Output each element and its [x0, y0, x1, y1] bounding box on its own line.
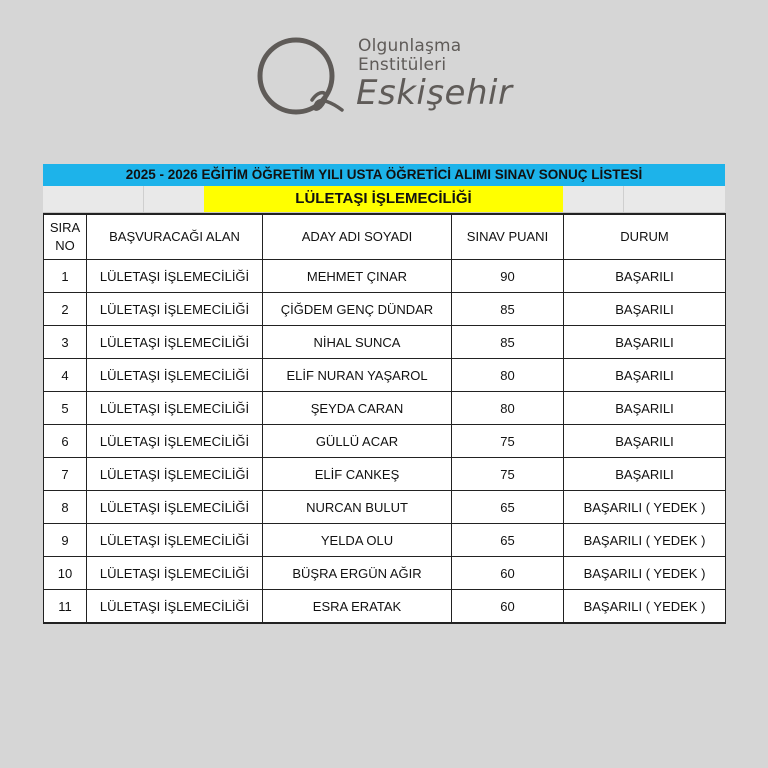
row-number-cell: 9	[44, 524, 87, 557]
field-cell: LÜLETAŞI İŞLEMECİLİĞİ	[87, 524, 263, 557]
header-basvuracagi-alan: BAŞVURACAĞI ALAN	[87, 214, 263, 260]
field-cell: LÜLETAŞI İŞLEMECİLİĞİ	[87, 392, 263, 425]
grid-line	[623, 186, 624, 212]
row-number-cell: 2	[44, 293, 87, 326]
q-ring-logo-icon	[254, 34, 354, 124]
field-cell: LÜLETAŞI İŞLEMECİLİĞİ	[87, 260, 263, 293]
candidate-name-cell: GÜLLÜ ACAR	[263, 425, 452, 458]
table-row	[44, 425, 726, 458]
candidate-name-cell: ELİF CANKEŞ	[263, 458, 452, 491]
institution-logo	[254, 34, 534, 124]
logo-text-line2: Enstitüleri	[358, 55, 447, 75]
logo-text-line1: Olgunlaşma	[358, 36, 462, 56]
field-cell: LÜLETAŞI İŞLEMECİLİĞİ	[87, 557, 263, 590]
table-row	[44, 590, 726, 624]
table-row	[44, 458, 726, 491]
header-aday-adi-soyadi: ADAY ADI SOYADI	[263, 214, 452, 260]
exam-score-cell: 60	[452, 557, 564, 590]
row-number-cell: 5	[44, 392, 87, 425]
table-row	[44, 524, 726, 557]
status-cell: BAŞARILI	[564, 260, 726, 293]
sheet-title: 2025 - 2026 EĞİTİM ÖĞRETİM YILI USTA ÖĞRETİCİ ALIMI SINAV SONUÇ LİSTESİ	[43, 164, 725, 186]
exam-score-cell: 75	[452, 425, 564, 458]
sheet-subtitle: LÜLETAŞI İŞLEMECİLİĞİ	[204, 186, 563, 212]
grid-line	[143, 186, 144, 212]
status-cell: BAŞARILI	[564, 392, 726, 425]
table-row	[44, 392, 726, 425]
candidate-name-cell: ESRA ERATAK	[263, 590, 452, 624]
candidate-name-cell: NİHAL SUNCA	[263, 326, 452, 359]
field-cell: LÜLETAŞI İŞLEMECİLİĞİ	[87, 491, 263, 524]
candidate-name-cell: ŞEYDA CARAN	[263, 392, 452, 425]
header-sinav-puani: SINAV PUANI	[452, 214, 564, 260]
candidate-name-cell: ELİF NURAN YAŞAROL	[263, 359, 452, 392]
table-header-row	[44, 214, 726, 260]
field-cell: LÜLETAŞI İŞLEMECİLİĞİ	[87, 425, 263, 458]
exam-score-cell: 85	[452, 293, 564, 326]
field-cell: LÜLETAŞI İŞLEMECİLİĞİ	[87, 590, 263, 624]
field-cell: LÜLETAŞI İŞLEMECİLİĞİ	[87, 326, 263, 359]
row-number-cell: 11	[44, 590, 87, 624]
row-number-cell: 8	[44, 491, 87, 524]
status-cell: BAŞARILI ( YEDEK )	[564, 557, 726, 590]
exam-score-cell: 65	[452, 524, 564, 557]
candidate-name-cell: YELDA OLU	[263, 524, 452, 557]
exam-score-cell: 80	[452, 359, 564, 392]
table-row	[44, 491, 726, 524]
status-cell: BAŞARILI ( YEDEK )	[564, 524, 726, 557]
row-number-cell: 1	[44, 260, 87, 293]
field-cell: LÜLETAŞI İŞLEMECİLİĞİ	[87, 293, 263, 326]
row-number-cell: 4	[44, 359, 87, 392]
row-number-cell: 10	[44, 557, 87, 590]
status-cell: BAŞARILI	[564, 293, 726, 326]
status-cell: BAŞARILI	[564, 425, 726, 458]
row-number-cell: 6	[44, 425, 87, 458]
header-sira-no: SIRA NO	[44, 214, 87, 260]
exam-score-cell: 85	[452, 326, 564, 359]
candidate-name-cell: MEHMET ÇINAR	[263, 260, 452, 293]
row-number-cell: 3	[44, 326, 87, 359]
table-row	[44, 293, 726, 326]
status-cell: BAŞARILI ( YEDEK )	[564, 590, 726, 624]
status-cell: BAŞARILI	[564, 326, 726, 359]
candidate-name-cell: ÇİĞDEM GENÇ DÜNDAR	[263, 293, 452, 326]
candidate-name-cell: NURCAN BULUT	[263, 491, 452, 524]
header-durum: DURUM	[564, 214, 726, 260]
field-cell: LÜLETAŞI İŞLEMECİLİĞİ	[87, 359, 263, 392]
field-cell: LÜLETAŞI İŞLEMECİLİĞİ	[87, 458, 263, 491]
status-cell: BAŞARILI	[564, 458, 726, 491]
exam-score-cell: 65	[452, 491, 564, 524]
logo-city-name: Eskişehir	[356, 73, 513, 113]
status-cell: BAŞARILI ( YEDEK )	[564, 491, 726, 524]
table-row	[44, 557, 726, 590]
exam-score-cell: 60	[452, 590, 564, 624]
exam-score-cell: 80	[452, 392, 564, 425]
row-number-cell: 7	[44, 458, 87, 491]
exam-score-cell: 90	[452, 260, 564, 293]
candidate-name-cell: BÜŞRA ERGÜN AĞIR	[263, 557, 452, 590]
table-row	[44, 359, 726, 392]
subtitle-row	[43, 186, 725, 213]
status-cell: BAŞARILI	[564, 359, 726, 392]
table-row	[44, 260, 726, 293]
results-sheet	[43, 164, 725, 624]
exam-score-cell: 75	[452, 458, 564, 491]
results-table	[43, 213, 726, 624]
table-row	[44, 326, 726, 359]
